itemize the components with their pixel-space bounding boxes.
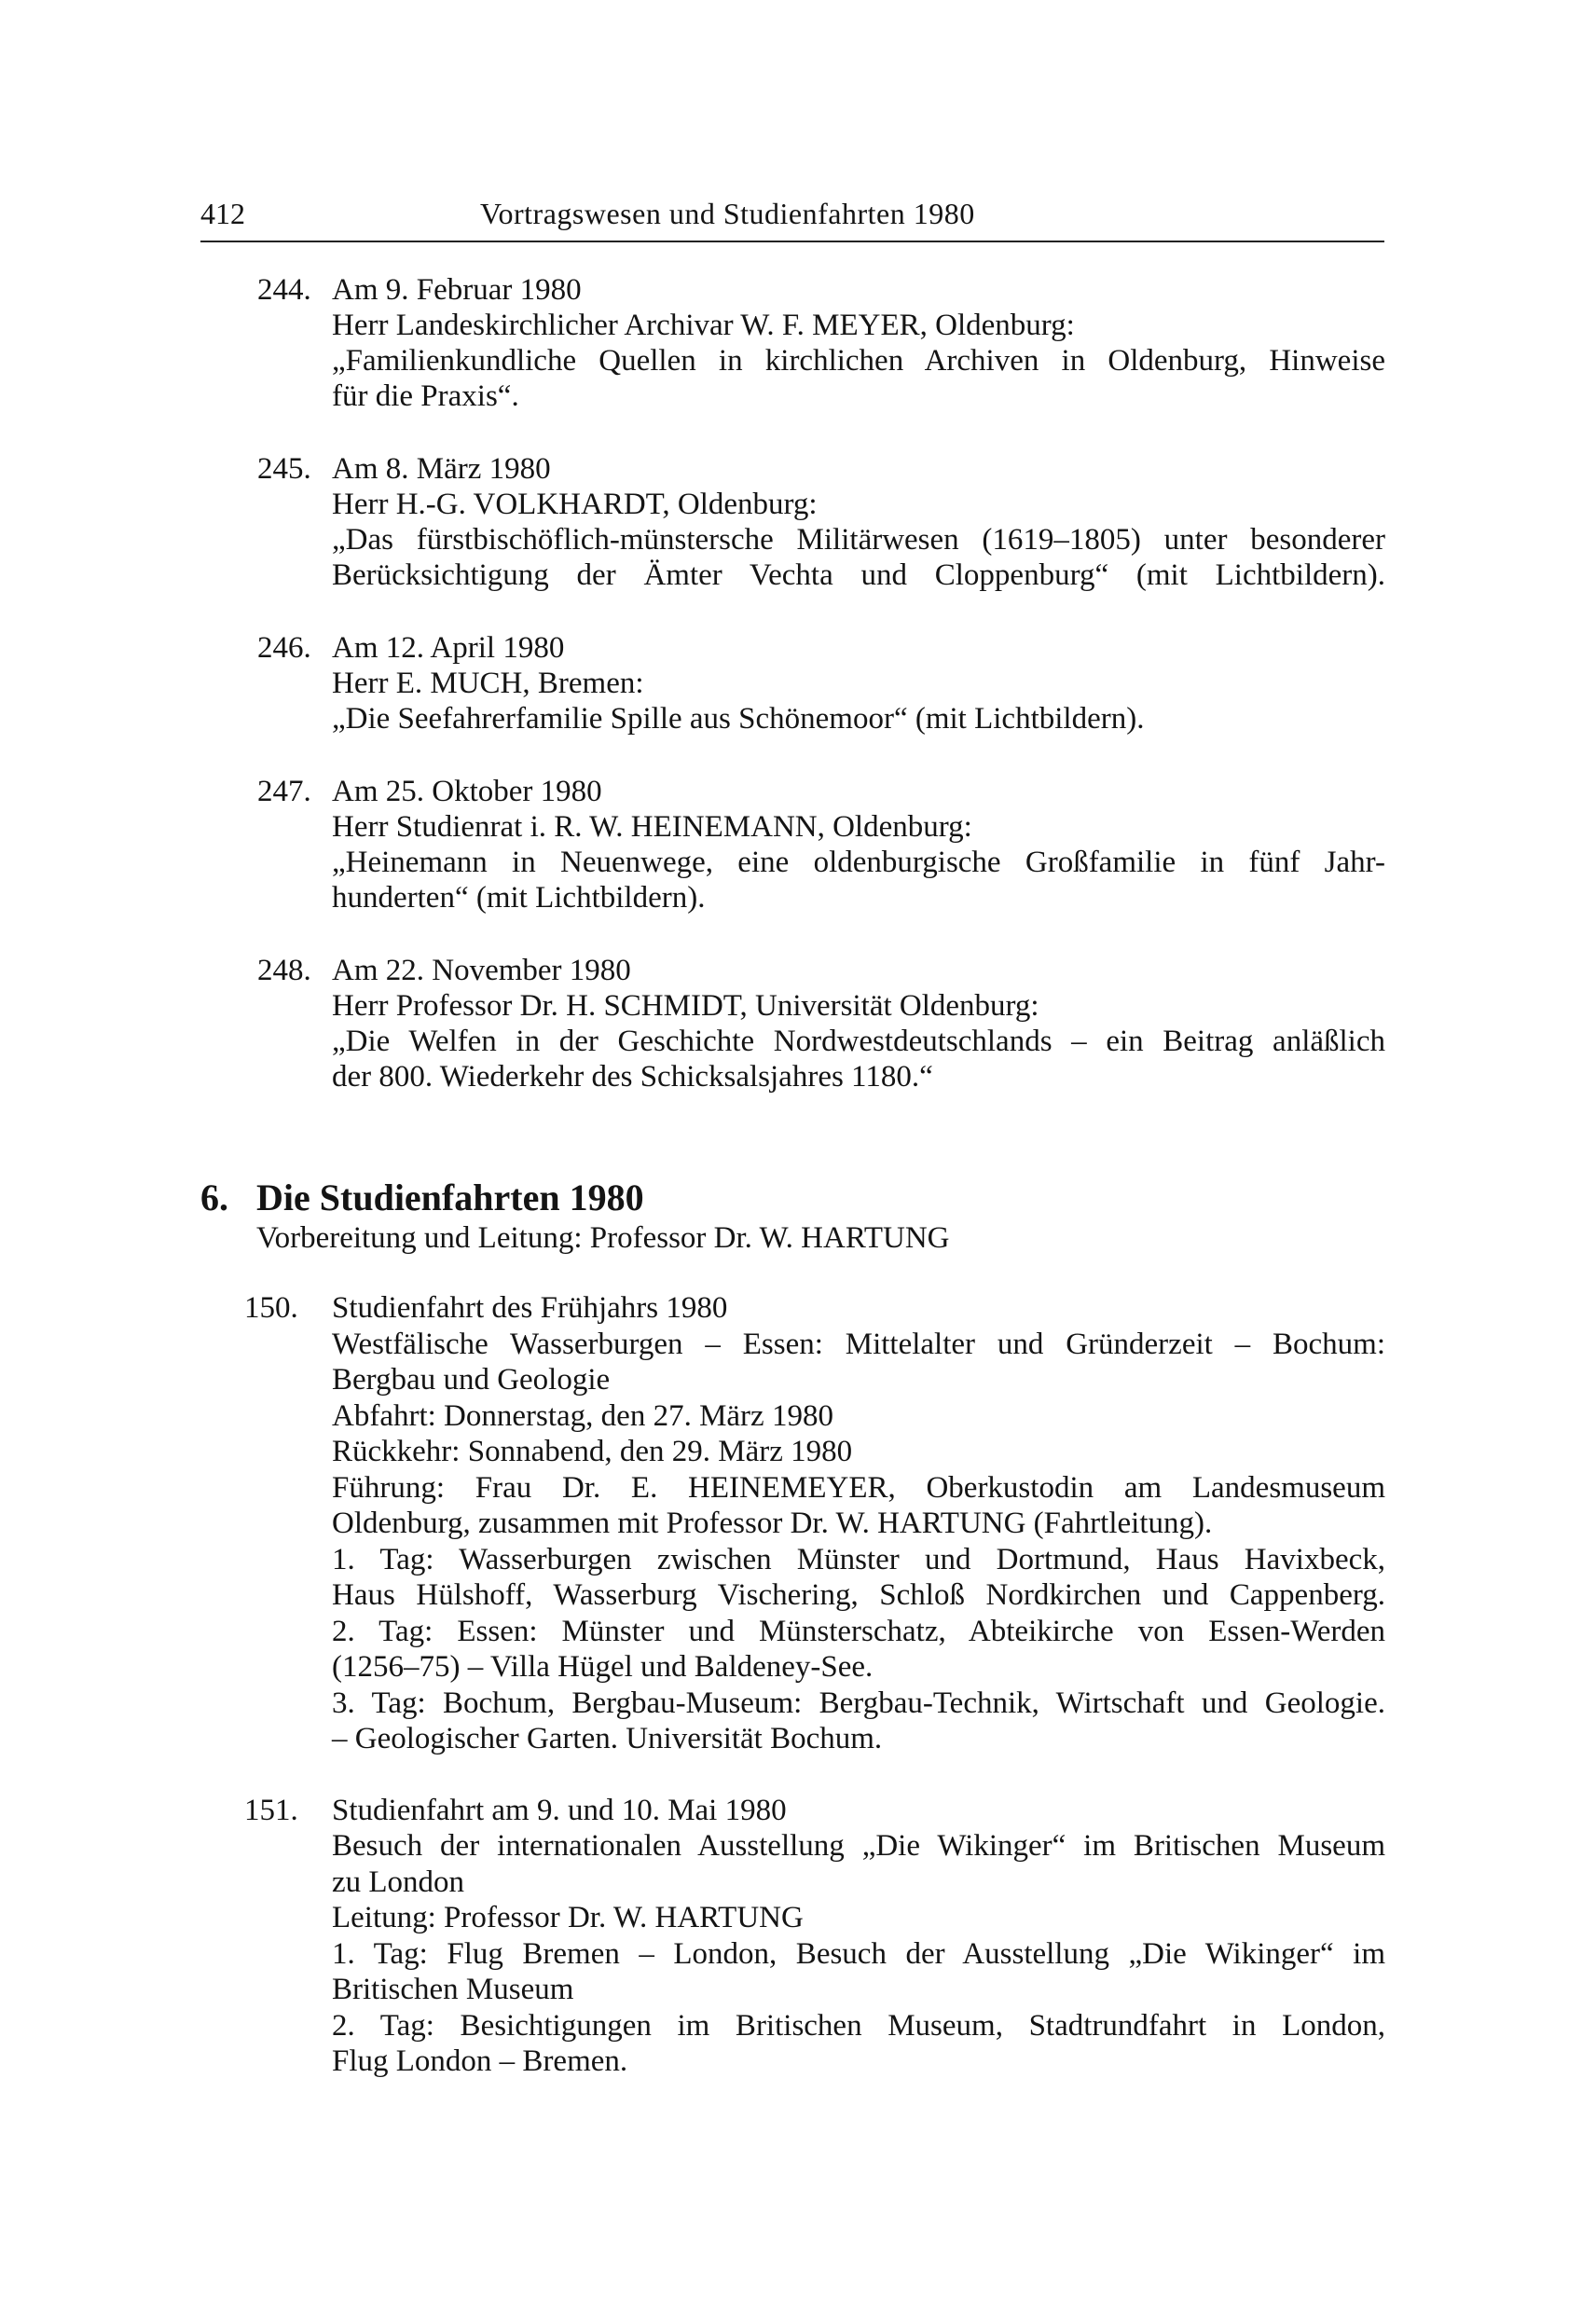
trip-line: 3. Tag: Bochum, Bergbau-Museum: Bergbau-Technik, Wirtschaft und Geologie. (332, 1686, 1385, 1720)
trip-line: 1. Tag: Wasserburgen zwischen Münster und Dortmund, Haus Havixbeck, (332, 1542, 1385, 1576)
lecture-title-line: „Die Welfen in der Geschichte Nordwestdeutschlands – ein Beitrag anläßlich (332, 1025, 1385, 1058)
lecture-entry (257, 953, 1385, 1094)
trip-line: (1256–75) – Villa Hügel und Baldeney-See. (332, 1650, 874, 1684)
lecture-date: Am 22. November 1980 (332, 954, 631, 987)
lecture-speaker: Herr E. MUCH, Bremen: (332, 667, 644, 700)
trip-line: Oldenburg, zusammen mit Professor Dr. W. HARTUNG (Fahrtleitung). (332, 1507, 1213, 1540)
lecture-entry (257, 630, 1385, 736)
lecture-title-line: hunderten“ (mit Lichtbildern). (332, 881, 706, 915)
lecture-number: 247. (257, 775, 311, 808)
trip-list (244, 1290, 1385, 2115)
section-heading (200, 1177, 1384, 1219)
lecture-number: 248. (257, 954, 311, 987)
lecture-date: Am 9. Februar 1980 (332, 273, 582, 307)
trip-line: Haus Hülshoff, Wasserburg Vischering, Schloß Nordkirchen und Cappenberg. (332, 1578, 1385, 1612)
trip-line: Bergbau und Geologie (332, 1363, 611, 1397)
lecture-list (257, 272, 1385, 1132)
lecture-date: Am 25. Oktober 1980 (332, 775, 602, 808)
section-subtitle: Vorbereitung und Leitung: Professor Dr. W. HARTUNG (256, 1221, 950, 1255)
trip-line: zu London (332, 1865, 465, 1899)
lecture-number: 246. (257, 631, 311, 665)
lecture-title-line: der 800. Wiederkehr des Schicksalsjahres 1180.“ (332, 1060, 933, 1094)
trip-line: Studienfahrt des Frühjahrs 1980 (332, 1291, 728, 1325)
lecture-entry (257, 774, 1385, 915)
lecture-speaker: Herr Studienrat i. R. W. HEINEMANN, Oldenburg: (332, 810, 972, 844)
lecture-title-line: Berücksichtigung der Ämter Vechta und Cloppenburg“ (mit Lichtbildern). (332, 558, 1385, 592)
trip-line: Leitung: Professor Dr. W. HARTUNG (332, 1901, 804, 1934)
lecture-title-line: „Die Seefahrerfamilie Spille aus Schönemoor“ (mit Lichtbildern). (332, 702, 1145, 736)
trip-line: Flug London – Bremen. (332, 2044, 628, 2078)
lecture-title-line: „Familienkundliche Quellen in kirchlichen Archiven in Oldenburg, Hinweise (332, 344, 1385, 378)
trip-entry (244, 1793, 1385, 2080)
lecture-entry (257, 451, 1385, 593)
lecture-date: Am 12. April 1980 (332, 631, 565, 665)
page-number: 412 (200, 197, 245, 230)
lecture-number: 244. (257, 273, 311, 307)
lecture-title-line: „Das fürstbischöflich-münstersche Militärwesen (1619–1805) unter besonderer (332, 523, 1385, 557)
trip-line: 2. Tag: Besichtigungen im Britischen Museum, Stadtrundfahrt in London, (332, 2008, 1385, 2043)
trip-line: 1. Tag: Flug Bremen – London, Besuch der Ausstellung „Die Wikinger“ im (332, 1936, 1385, 1971)
trip-line: Westfälische Wasserburgen – Essen: Mittelalter und Gründerzeit – Bochum: (332, 1327, 1385, 1361)
trip-line: Abfahrt: Donnerstag, den 27. März 1980 (332, 1398, 833, 1433)
trip-number: 150. (244, 1291, 298, 1325)
lecture-number: 245. (257, 452, 311, 486)
lecture-date: Am 8. März 1980 (332, 452, 551, 486)
section-number: 6. (200, 1177, 228, 1218)
trip-line: 2. Tag: Essen: Münster und Münsterschatz, Abteikirche von Essen-Werden (332, 1614, 1385, 1648)
running-title: Vortragswesen und Studienfahrten 1980 (480, 197, 975, 230)
lecture-speaker: Herr Professor Dr. H. SCHMIDT, Universität Oldenburg: (332, 989, 1039, 1023)
lecture-entry (257, 272, 1385, 414)
section-title: Die Studienfahrten 1980 (256, 1177, 644, 1218)
lecture-speaker: Herr H.-G. VOLKHARDT, Oldenburg: (332, 488, 818, 521)
trip-line: – Geologischer Garten. Universität Bochum. (332, 1722, 883, 1755)
lecture-title-line: für die Praxis“. (332, 379, 519, 413)
lecture-title-line: „Heinemann in Neuenwege, eine oldenburgische Großfamilie in fünf Jahr- (332, 846, 1385, 879)
trip-entry (244, 1290, 1385, 1757)
page-header (200, 186, 1384, 242)
lecture-speaker: Herr Landeskirchlicher Archivar W. F. MEYER, Oldenburg: (332, 309, 1075, 342)
trip-number: 151. (244, 1793, 298, 1827)
trip-line: Rückkehr: Sonnabend, den 29. März 1980 (332, 1435, 853, 1468)
trip-line: Besuch der internationalen Ausstellung „Die Wikinger“ im Britischen Museum (332, 1829, 1385, 1863)
section-studienfahrten (200, 1177, 1384, 1257)
trip-line: Führung: Frau Dr. E. HEINEMEYER, Oberkustodin am Landesmuseum (332, 1470, 1385, 1505)
trip-line: Britischen Museum (332, 1973, 574, 2006)
trip-line: Studienfahrt am 9. und 10. Mai 1980 (332, 1793, 787, 1827)
